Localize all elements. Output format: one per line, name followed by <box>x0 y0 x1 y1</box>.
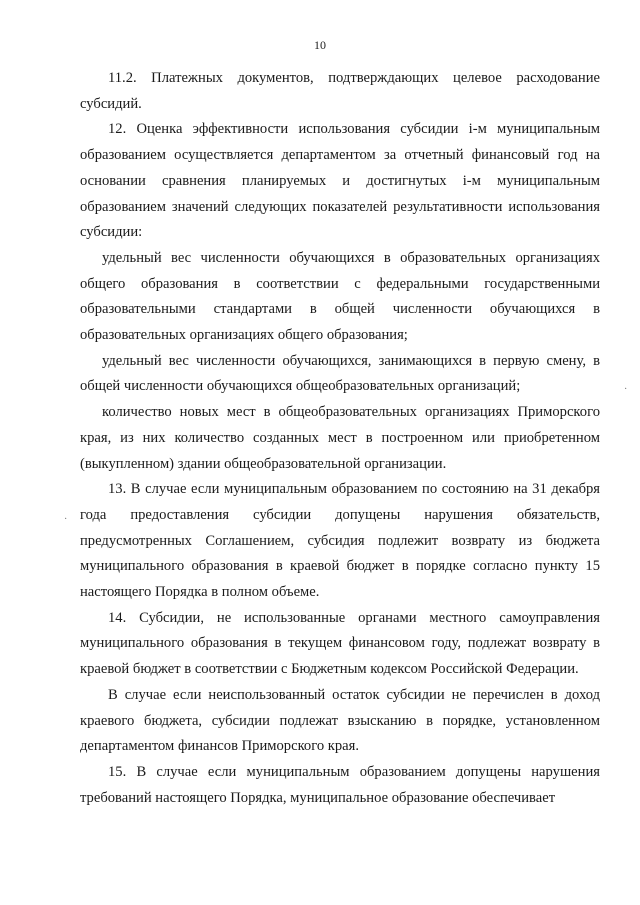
page-number: 10 <box>314 38 326 52</box>
paragraph-12: 12. Оценка эффективности использования субсидии i-м муниципальным образованием осуществляется департаментом за отчетный финансовый год на основании сравнения планируемых и достигнутых i-м муниципальным образованием значений следующих показателей результативности использования субсидии: <box>80 121 600 241</box>
paragraph-15: 15. В случае если муниципальным образованием допущены нарушения требований настоящего Порядка, муниципальное образование обеспечивает <box>80 763 600 806</box>
document-body <box>80 66 600 811</box>
paragraph-14: 14. Субсидии, не использованные органами местного самоуправления муниципального образования в текущем финансовом году, подлежат возврату в краевой бюджет в соответствии с Бюджетным кодексом Российской Федерации. <box>80 609 600 678</box>
indicator-fgos-share: удельный вес численности обучающихся в образовательных организациях общего образования в соответствии с федеральными государственными образовательными стандартами в общей численности обучающихся в образовательных организациях общего образования; <box>80 249 600 344</box>
paragraph-14-continuation: В случае если неиспользованный остаток субсидии не перечислен в доход краевого бюджета, субсидии подлежат взысканию в порядке, установленном департаментом финансов Приморского края. <box>80 686 600 755</box>
scan-artifact-mark: · <box>624 384 628 395</box>
indicator-new-places: количество новых мест в общеобразовательных организациях Приморского края, из них количество созданных мест в построенном или приобретенном (выкупленном) здании общеобразовательной организации. <box>80 404 600 472</box>
indicator-first-shift-share: удельный вес численности обучающихся, занимающихся в первую смену, в общей численности обучающихся общеобразовательных организаций; <box>80 352 600 395</box>
scan-artifact-mark: · <box>64 514 68 525</box>
paragraph-11-2: 11.2. Платежных документов, подтверждающих целевое расходование субсидий. <box>80 70 600 112</box>
paragraph-13: 13. В случае если муниципальным образованием по состоянию на 31 декабря года предоставления субсидии допущены нарушения обязательств, предусмотренных Соглашением, субсидия подлежит возврату из бюджета муниципального образования в краевой бюджет в порядке согласно пункту 15 настоящего Порядка в полном объеме. <box>80 481 600 601</box>
